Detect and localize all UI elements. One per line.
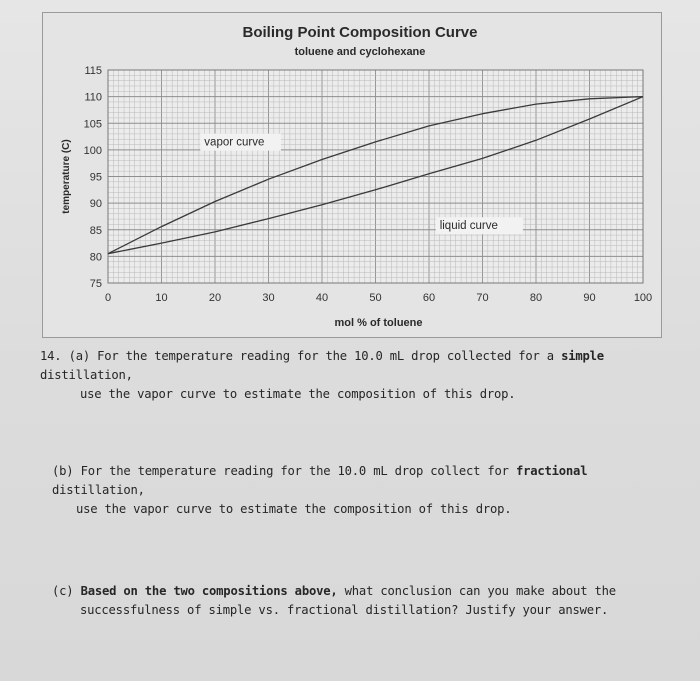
- y-tick-label: 95: [89, 171, 102, 184]
- question-emphasis: simple: [561, 349, 604, 363]
- x-tick-label: 80: [529, 292, 543, 304]
- curve-annotation: vapor curve: [204, 136, 265, 149]
- x-tick-label: 90: [583, 292, 596, 304]
- question-14c: [52, 582, 652, 620]
- y-tick-label: 90: [89, 198, 102, 211]
- x-tick-label: 20: [208, 292, 222, 304]
- y-tick-label: 110: [84, 91, 102, 104]
- y-tick-label: 115: [84, 65, 102, 77]
- question-text: distillation,: [52, 483, 145, 497]
- question-text: For the temperature reading for the 10.0 mL drop collect for: [80, 464, 516, 478]
- x-tick-label: 10: [155, 292, 168, 304]
- y-tick-label: 80: [89, 251, 102, 264]
- y-tick-label: 100: [83, 144, 102, 157]
- y-tick-label: 75: [89, 278, 102, 290]
- chart-title: Boiling Point Composition Curve: [242, 24, 478, 41]
- question-text: distillation,: [40, 368, 133, 382]
- question-emphasis: Based on the two compositions above,: [80, 584, 338, 598]
- question-number: 14.: [40, 349, 62, 363]
- y-tick-label: 85: [89, 224, 102, 237]
- y-axis-label: temperature (C): [61, 139, 72, 214]
- question-part-label: (b): [52, 464, 74, 478]
- curve-annotation: liquid curve: [439, 220, 498, 233]
- x-tick-label: 50: [369, 292, 382, 304]
- x-tick-label: 30: [262, 292, 275, 304]
- question-text: use the vapor curve to estimate the composition of this drop.: [76, 502, 512, 516]
- question-text: For the temperature reading for the 10.0 mL drop collected for a: [97, 349, 562, 363]
- x-tick-label: 40: [315, 292, 329, 304]
- x-tick-label: 0: [104, 292, 112, 304]
- question-text: successfulness of simple vs. fractional distillation? Justify your answer.: [80, 603, 609, 617]
- question-emphasis: fractional: [515, 464, 588, 478]
- x-tick-label: 100: [633, 292, 653, 304]
- x-axis-label: mol % of toluene: [334, 317, 423, 329]
- chart-subtitle: toluene and cyclohexane: [294, 46, 426, 58]
- x-tick-label: 70: [476, 292, 489, 304]
- question-text: what conclusion can you make about the: [337, 584, 616, 598]
- question-part-label: (a): [68, 349, 90, 363]
- question-part-label: (c): [52, 584, 74, 598]
- question-14a: [40, 347, 640, 404]
- question-text: use the vapor curve to estimate the composition of this drop.: [80, 387, 516, 401]
- y-tick-label: 105: [83, 118, 102, 131]
- question-14b: [52, 462, 652, 519]
- x-tick-label: 60: [422, 292, 436, 304]
